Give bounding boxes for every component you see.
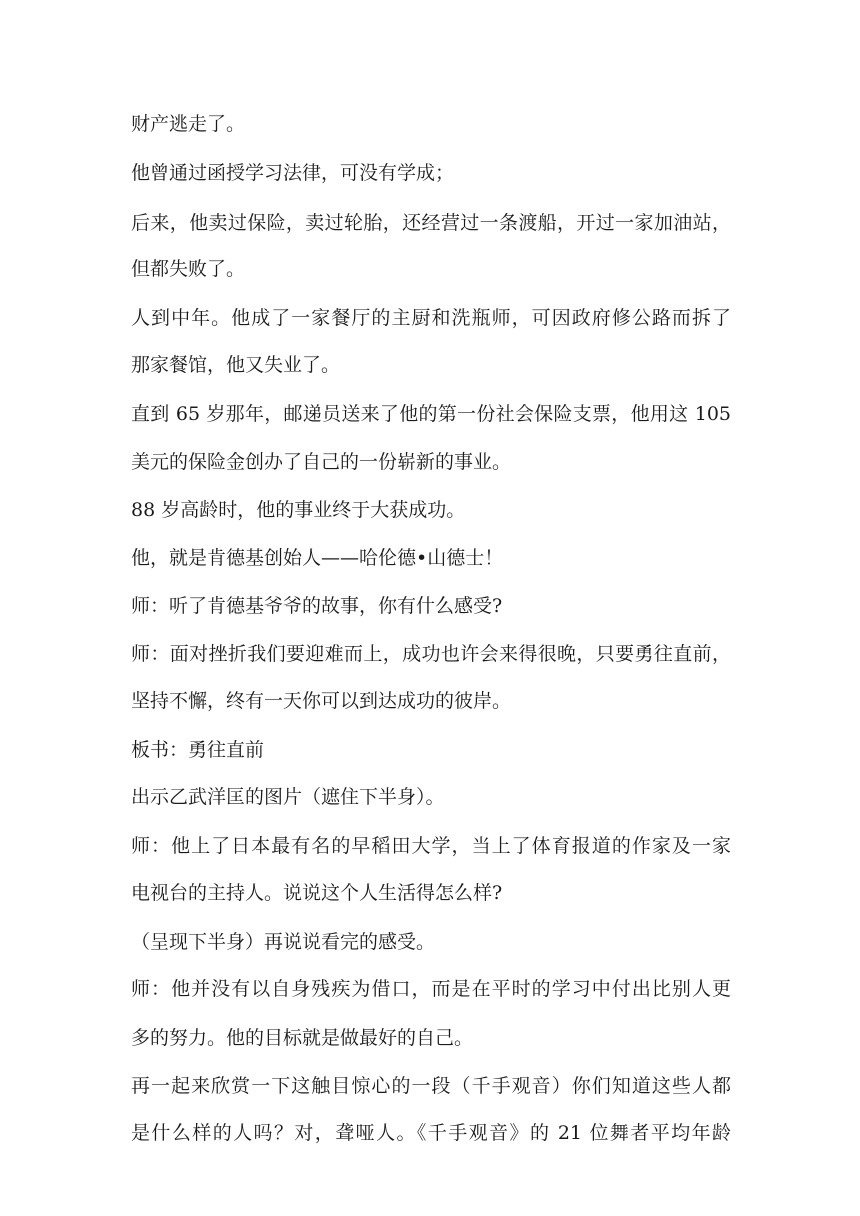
text-line: 是什么样的人吗？对，聋哑人。《千手观音》的 21 位舞者平均年龄 — [131, 1122, 731, 1144]
text-line: 人到中年。他成了一家餐厅的主厨和洗瓶师，可因政府修公路而拆了 — [131, 307, 731, 329]
text-line: 师：面对挫折我们要迎难而上，成功也许会来得很晚，只要勇往直前， — [131, 643, 731, 665]
text-line: 坚持不懈，终有一天你可以到达成功的彼岸。 — [131, 690, 512, 712]
text-line: 出示乙武洋匡的图片（遮住下半身）。 — [131, 786, 445, 808]
text-line: 多的努力。他的目标就是做最好的自己。 — [131, 1027, 474, 1049]
text-line: 美元的保险金创办了自己的一份崭新的事业。 — [131, 451, 512, 473]
text-line: 后来，他卖过保险，卖过轮胎，还经营过一条渡船，开过一家加油站， — [131, 212, 731, 234]
text-line: 88 岁高龄时，他的事业终于大获成功。 — [131, 499, 466, 521]
text-line: （呈现下半身）再说说看完的感受。 — [131, 931, 436, 953]
text-line: 电视台的主持人。说说这个人生活得怎么样? — [131, 882, 503, 904]
text-line: 师：听了肯德基爷爷的故事，你有什么感受? — [131, 595, 503, 617]
text-line: 直到 65 岁那年，邮递员送来了他的第一份社会保险支票，他用这 105 — [131, 403, 731, 425]
text-line: 师：他上了日本最有名的早稻田大学，当上了体育报道的作家及一家 — [131, 835, 731, 857]
text-line: 板书：勇往直前 — [131, 739, 265, 761]
text-line: 师：他并没有以自身残疾为借口，而是在平时的学习中付出比别人更 — [131, 978, 731, 1000]
text-line: 他，就是肯德基创始人——哈伦德•山德士！ — [131, 547, 504, 569]
text-line: 财产逃走了。 — [131, 113, 246, 135]
text-line: 那家餐馆，他又失业了。 — [131, 354, 341, 376]
text-line: 但都失败了。 — [131, 258, 246, 280]
text-line: 他曾通过函授学习法律，可没有学成； — [131, 162, 455, 184]
text-line: 再一起来欣赏一下这触目惊心的一段（千手观音）你们知道这些人都 — [131, 1075, 731, 1097]
